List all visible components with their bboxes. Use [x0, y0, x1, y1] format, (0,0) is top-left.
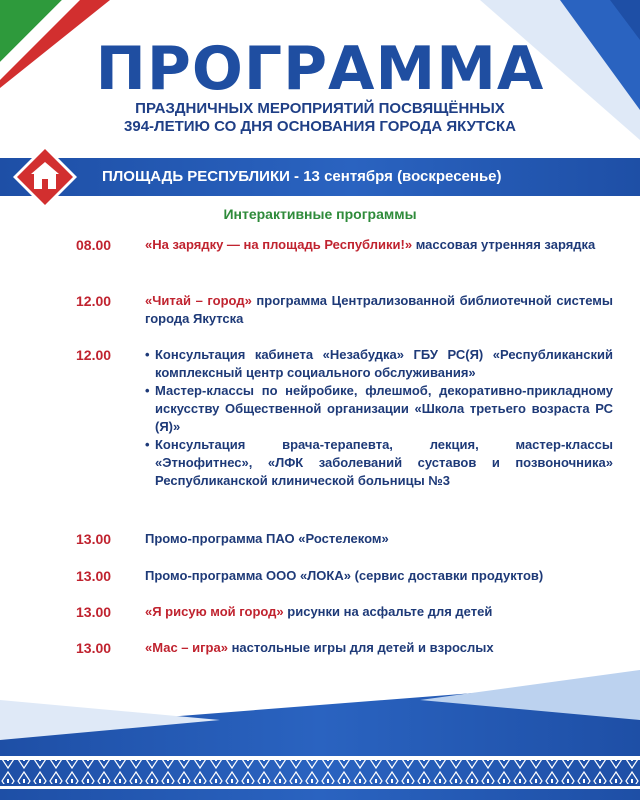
event-description	[145, 346, 613, 490]
event-text: массовая утренняя зарядка	[412, 237, 596, 252]
page-title: ПРОГРАММА	[95, 34, 545, 104]
event-time: 08.00	[76, 237, 112, 253]
event-description	[145, 639, 613, 657]
event-highlight: «Читай – город»	[145, 293, 252, 308]
bullet-icon: •	[145, 383, 150, 398]
list-item	[145, 346, 613, 382]
event-time: 13.00	[76, 640, 112, 656]
event-highlight: «Мас – игра»	[145, 640, 228, 655]
event-item-list	[145, 346, 613, 490]
event-text: Промо-программа ПАО «Ростелеком»	[145, 531, 389, 546]
section-title: Интерактивные программы	[223, 206, 417, 222]
event-description	[145, 567, 613, 585]
event-time: 13.00	[76, 568, 112, 584]
event-description	[145, 530, 613, 548]
subtitle-line-1: ПРАЗДНИЧНЫХ МЕРОПРИЯТИЙ ПОСВЯЩЁННЫХ	[135, 100, 505, 117]
event-time: 12.00	[76, 293, 112, 309]
event-highlight: «На зарядку — на площадь Республики!»	[145, 237, 413, 252]
location-band-text: ПЛОЩАДЬ РЕСПУБЛИКИ - 13 сентября (воскресенье)	[102, 168, 502, 185]
event-time: 13.00	[76, 604, 112, 620]
list-item	[145, 382, 613, 436]
subtitle-line-2: 394-ЛЕТИЮ СО ДНЯ ОСНОВАНИЯ ГОРОДА ЯКУТСКА	[124, 118, 516, 135]
list-item-text: Консультация врача-терапевта, лекция, мастер-классы «Этнофитнес», «ЛФК заболеваний суставов и позвоночника» Республиканской клинической больницы №3	[155, 437, 613, 488]
footer-ornament	[0, 660, 640, 800]
event-text: программа Централизованной библиотечной системы города Якутска	[145, 293, 613, 326]
list-item-text: Консультация кабинета «Незабудка» ГБУ РС(Я) «Республиканский комплексный центр социального обслуживания»	[155, 347, 613, 380]
event-text: рисунки на асфальте для детей	[283, 604, 493, 619]
event-description	[145, 236, 613, 254]
list-item-text: Мастер-классы по нейробике, флешмоб, декоративно-прикладному искусству Общественной организации «Школа третьего возраста РС (Я)»	[155, 383, 613, 434]
event-time: 12.00	[76, 347, 112, 363]
house-icon	[12, 144, 78, 210]
page-subtitle	[0, 100, 640, 136]
bullet-icon: •	[145, 347, 150, 362]
event-time: 13.00	[76, 531, 112, 547]
event-text: настольные игры для детей и взрослых	[227, 640, 494, 655]
bullet-icon: •	[145, 437, 150, 452]
list-item	[145, 436, 613, 490]
event-text: Промо-программа ООО «ЛОКА» (сервис доставки продуктов)	[145, 568, 544, 583]
event-description	[145, 603, 613, 621]
event-description	[145, 292, 613, 328]
event-highlight: «Я рисую мой город»	[145, 604, 284, 619]
